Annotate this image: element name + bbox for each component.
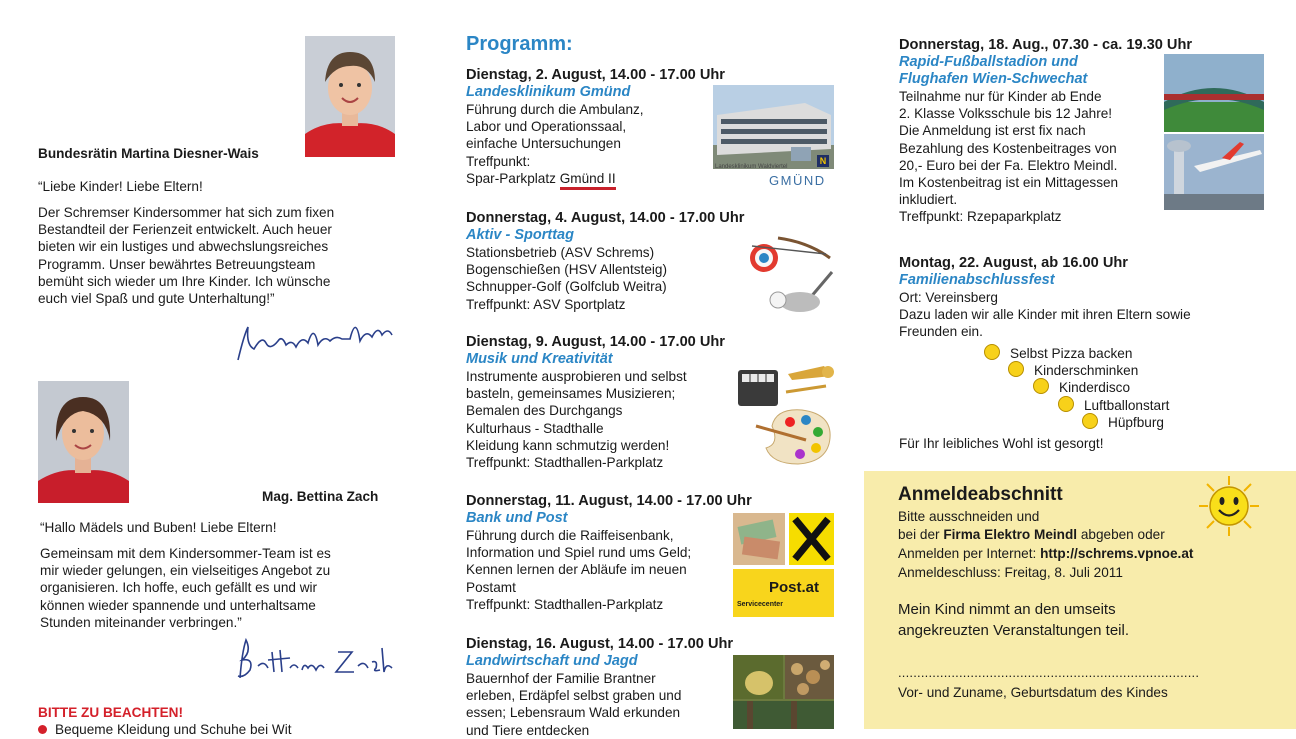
event-date: Montag, 22. August, ab 16.00 Uhr bbox=[899, 255, 1128, 271]
event-line: Treffpunkt: bbox=[466, 153, 531, 169]
form-title: Anmeldeabschnitt bbox=[898, 484, 1063, 505]
event-line: Kleidung kann schmutzig werden! bbox=[466, 437, 670, 453]
list-item-label: Kinderdisco bbox=[1059, 380, 1131, 395]
letter-line: organisieren. Ich hoffe, euch gefällt es und wir bbox=[40, 580, 318, 596]
smiley-icon bbox=[1033, 378, 1049, 394]
event-line: Freunden ein. bbox=[899, 324, 983, 340]
list-item-label: Luftballonstart bbox=[1084, 398, 1170, 413]
event-line: inkludiert. bbox=[899, 192, 958, 208]
letter-line: mir wieder gelungen, ein vielseitiges Angebot zu bbox=[40, 563, 331, 579]
event-line: Führung durch die Ambulanz, bbox=[466, 102, 644, 117]
event-line: Im Kostenbeitrag ist ein Mittagessen bbox=[899, 175, 1119, 191]
hospital-image-small-caption: Landesklinikum Waldviertel bbox=[715, 164, 788, 170]
event-name: Landwirtschaft und Jagd bbox=[466, 653, 638, 669]
event-line: Bogenschießen (HSV Allentsteig) bbox=[466, 262, 667, 278]
event-line: Stationsbetrieb (ASV Schrems) bbox=[466, 245, 655, 260]
event-line: Dazu laden wir alle Kinder mit ihren Eltern sowie bbox=[899, 307, 1191, 323]
bank-post-image bbox=[733, 513, 834, 617]
form-line2 bbox=[898, 526, 1165, 543]
event-line: erleben, Erdäpfel selbst graben und bbox=[466, 688, 682, 704]
notice-text: Bequeme Kleidung und Schuhe bei Wit bbox=[55, 722, 292, 737]
letter-line: bemüht sich wieder um Ihre Kinder. Ich wünsche bbox=[38, 273, 331, 289]
event-name: Bank und Post bbox=[466, 510, 568, 526]
event-line: Information und Spiel rund ums Geld; bbox=[466, 545, 692, 561]
event-name: Landesklinikum Gmünd bbox=[466, 84, 631, 100]
event-line: Ort: Vereinsberg bbox=[899, 290, 998, 305]
event-line: Treffpunkt: Rzepaparkplatz bbox=[899, 209, 1062, 225]
sun-smiley-icon bbox=[1198, 475, 1260, 537]
letter-line: bieten wir ein lustiges und abwechslungsreiches bbox=[38, 239, 329, 255]
event-line: Treffpunkt: ASV Sportplatz bbox=[466, 296, 626, 312]
event-line: Instrumente ausprobieren und selbst bbox=[466, 369, 687, 384]
event-closing: Für Ihr leibliches Wohl ist gesorgt! bbox=[899, 436, 1104, 451]
event-line: Postamt bbox=[466, 579, 516, 595]
list-item bbox=[1082, 413, 1164, 432]
hospital-image bbox=[713, 85, 834, 189]
notice-bullet-partial bbox=[38, 721, 292, 737]
event-line: essen; Lebensraum Wald erkunden bbox=[466, 705, 681, 721]
form-statement-1: Mein Kind nimmt an den umseits bbox=[898, 601, 1116, 618]
event-line: Treffpunkt: Stadthallen-Parkplatz bbox=[466, 596, 664, 612]
form-url-link[interactable]: http://schrems.vpnoe.at bbox=[1040, 546, 1194, 561]
stadium-airport-image bbox=[1164, 54, 1264, 210]
registration-form bbox=[864, 471, 1296, 729]
form-deadline: Anmeldeschluss: Freitag, 8. Juli 2011 bbox=[898, 565, 1123, 580]
event-line: basteln, gemeinsames Musizieren; bbox=[466, 386, 676, 402]
signature-zach bbox=[232, 632, 392, 684]
event-line: 20,- Euro bei der Fa. Elektro Meindl. bbox=[899, 157, 1118, 173]
event-date: Donnerstag, 11. August, 14.00 - 17.00 Uhr bbox=[466, 493, 752, 509]
event-landesklinikum bbox=[466, 66, 725, 187]
person2-letter bbox=[40, 545, 331, 631]
event-line: Labor und Operationssaal, bbox=[466, 119, 627, 135]
archery-golf-icon bbox=[738, 232, 836, 314]
event-date: Dienstag, 9. August, 14.00 - 17.00 Uhr bbox=[466, 334, 725, 350]
person1-letter bbox=[38, 204, 334, 307]
letter-line: Programm. Unser bewährtes Betreuungsteam bbox=[38, 256, 316, 272]
event-line: Schnupper-Golf (Golfclub Weitra) bbox=[466, 279, 667, 295]
signature-diesner-wais bbox=[232, 305, 397, 367]
smiley-icon bbox=[1082, 413, 1098, 429]
smiley-icon bbox=[1008, 361, 1024, 377]
event-name: Musik und Kreativität bbox=[466, 351, 613, 367]
letter-line: können wieder spannende und unterhaltsame bbox=[40, 597, 316, 613]
event-name: Familienabschlussfest bbox=[899, 272, 1055, 288]
event-name-line2: Flughafen Wien-Schwechat bbox=[899, 71, 1088, 87]
list-item bbox=[1033, 378, 1130, 397]
event-line: Bemalen des Durchgangs bbox=[466, 403, 623, 419]
event-meeting-line bbox=[466, 170, 725, 187]
event-date: Donnerstag, 4. August, 14.00 - 17.00 Uhr bbox=[466, 210, 745, 226]
list-item-label: Selbst Pizza backen bbox=[1010, 346, 1133, 361]
event-bank-post bbox=[466, 492, 752, 613]
event-musik bbox=[466, 333, 725, 471]
event-line: 2. Klasse Volksschule bis 12 Jahre! bbox=[899, 106, 1113, 122]
person2-name: Mag. Bettina Zach bbox=[262, 489, 379, 504]
list-item-label: Hüpfburg bbox=[1108, 415, 1164, 430]
form-line3 bbox=[898, 545, 1193, 562]
person1-name: Bundesrätin Martina Diesner-Wais bbox=[38, 146, 259, 161]
letter-line: Stunden miteinander verbringen.” bbox=[40, 614, 242, 630]
hospital-logo-icon: N bbox=[817, 155, 829, 167]
program-title: Programm: bbox=[466, 33, 573, 55]
event-line: und Tiere entdecken bbox=[466, 722, 590, 738]
event-line: einfache Untersuchungen bbox=[466, 136, 621, 152]
event-familienfest bbox=[899, 254, 1191, 341]
farm-forest-image bbox=[733, 655, 834, 729]
notice-title: BITTE ZU BEACHTEN! bbox=[38, 705, 183, 720]
letter-line: Gemeinsam mit dem Kindersommer-Team ist es bbox=[40, 546, 331, 561]
form-line2-post: abgeben oder bbox=[1077, 527, 1165, 542]
form-line3-pre: Anmelden per Internet: bbox=[898, 546, 1041, 561]
letter-line: Bestandteil der Ferienzeit entwickelt. Auch heuer bbox=[38, 222, 332, 238]
hospital-image-caption: GMÜND bbox=[769, 173, 826, 188]
instruments-palette-icon bbox=[736, 356, 836, 474]
event-line: Treffpunkt: Stadthallen-Parkplatz bbox=[466, 455, 664, 471]
form-line2-pre: bei der bbox=[898, 527, 944, 542]
portrait-photo-diesner-wais bbox=[305, 36, 395, 157]
form-company: Firma Elektro Meindl bbox=[943, 527, 1078, 542]
form-name-field-line[interactable]: ............................................................................... bbox=[898, 665, 1200, 680]
person1-greeting: “Liebe Kinder! Liebe Eltern! bbox=[38, 179, 203, 194]
event-name: Aktiv - Sporttag bbox=[466, 227, 574, 243]
form-field-label: Vor- und Zuname, Geburtsdatum des Kindes bbox=[898, 685, 1168, 700]
event-rapid-flughafen bbox=[899, 36, 1192, 226]
event-line: Bezahlung des Kostenbeitrages von bbox=[899, 140, 1117, 156]
event-line: Die Anmeldung ist erst fix nach bbox=[899, 123, 1086, 139]
event-line: Kennen lernen der Abläufe im neuen bbox=[466, 562, 687, 578]
event-line: Führung durch die Raiffeisenbank, bbox=[466, 528, 674, 543]
smiley-icon bbox=[1058, 396, 1074, 412]
bullet-icon bbox=[38, 725, 47, 734]
form-statement-2: angekreuzten Veranstaltungen teil. bbox=[898, 622, 1129, 639]
post-logo: Post.at bbox=[769, 579, 820, 596]
event-date: Donnerstag, 18. Aug., 07.30 - ca. 19.30 Uhr bbox=[899, 37, 1193, 53]
meeting-place: Gmünd II bbox=[560, 171, 616, 190]
event-name-line1: Rapid-Fußballstadion und bbox=[899, 54, 1078, 70]
letter-line: Der Schremser Kindersommer hat sich zum fixen bbox=[38, 205, 335, 220]
letter-line: euch viel Spaß und gute Unterhaltung!” bbox=[38, 291, 275, 307]
person2-greeting: “Hallo Mädels und Buben! Liebe Eltern! bbox=[40, 520, 277, 535]
smiley-icon bbox=[984, 344, 1000, 360]
list-item-label: Kinderschminken bbox=[1034, 363, 1139, 378]
event-sporttag bbox=[466, 209, 744, 313]
meeting-prefix: Spar-Parkplatz bbox=[466, 170, 560, 186]
event-landwirtschaft bbox=[466, 635, 734, 738]
event-date: Dienstag, 16. August, 14.00 - 17.00 Uhr bbox=[466, 636, 734, 652]
form-line1: Bitte ausschneiden und bbox=[898, 509, 1040, 524]
portrait-photo-zach bbox=[38, 381, 129, 503]
post-servicecenter: Servicecenter bbox=[737, 601, 783, 608]
event-line: Kulturhaus - Stadthalle bbox=[466, 420, 604, 436]
event-line: Teilnahme nur für Kinder ab Ende bbox=[899, 89, 1102, 104]
event-date: Dienstag, 2. August, 14.00 - 17.00 Uhr bbox=[466, 67, 725, 83]
event-line: Bauernhof der Familie Brantner bbox=[466, 671, 656, 686]
